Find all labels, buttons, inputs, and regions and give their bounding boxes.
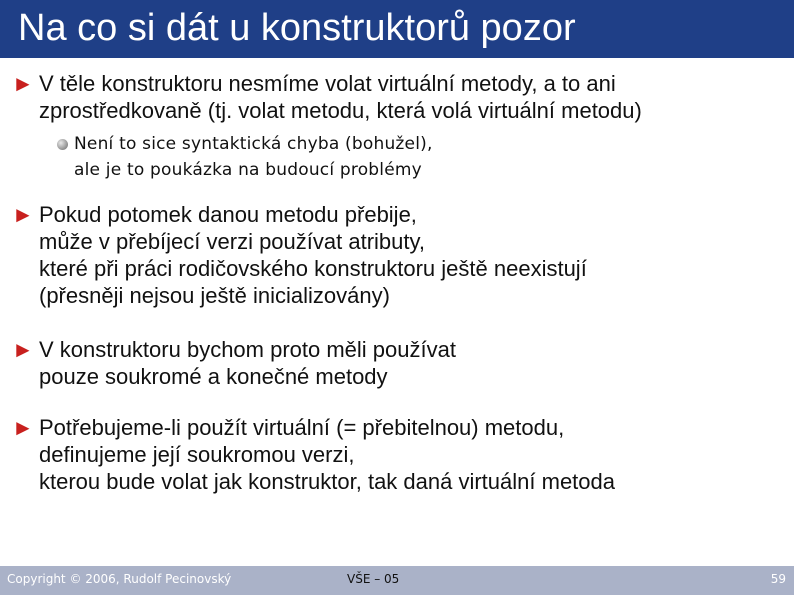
sub-bullet-1-line-1: Není to sice syntaktická chyba (bohužel), <box>74 134 433 154</box>
footer-copyright: Copyright © 2006, Rudolf Pecinovský <box>7 572 232 586</box>
bullet-4-line-1: Potřebujeme-li použít virtuální (= přebitelnou) metodu, <box>39 415 565 440</box>
bullet-3-line-2: pouze soukromé a konečné metody <box>39 364 388 389</box>
slide-title: Na co si dát u konstruktorů pozor <box>18 7 576 49</box>
sub-bullet-1 <box>57 131 433 183</box>
sub-bullet-dot-icon <box>57 139 68 150</box>
bullet-2-line-2: může v přebíjecí verzi používat atributy, <box>39 229 425 254</box>
bullet-arrow-icon: ► <box>12 202 34 227</box>
bullet-2-line-4: (přesněji nejsou ještě inicializovány) <box>39 283 390 308</box>
bullet-3 <box>12 336 456 390</box>
bullet-4-line-3: kterou bude volat jak konstruktor, tak daná virtuální metoda <box>39 469 615 494</box>
footer-bar <box>0 566 794 595</box>
bullet-arrow-icon: ► <box>12 337 34 362</box>
bullet-1-line-1: V těle konstruktoru nesmíme volat virtuální metody, a to ani <box>39 71 616 96</box>
bullet-4-line-2: definujeme její soukromou verzi, <box>39 442 355 467</box>
bullet-3-line-1: V konstruktoru bychom proto měli používat <box>39 337 456 362</box>
title-bar <box>0 0 794 58</box>
bullet-2-line-3: které při práci rodičovského konstruktoru ještě neexistují <box>39 256 587 281</box>
sub-bullet-1-line-2: ale je to poukázka na budoucí problémy <box>74 160 422 180</box>
bullet-2-line-1: Pokud potomek danou metodu přebije, <box>39 202 417 227</box>
bullet-arrow-icon: ► <box>12 71 34 96</box>
bullet-4 <box>12 414 615 495</box>
bullet-arrow-icon: ► <box>12 415 34 440</box>
footer-lecture-label: VŠE – 05 <box>347 572 400 586</box>
bullet-1 <box>12 70 642 124</box>
bullet-1-line-2: zprostředkovaně (tj. volat metodu, která volá virtuální metodu) <box>39 98 642 123</box>
bullet-2 <box>12 201 587 309</box>
footer-page-number: 59 <box>770 572 786 586</box>
